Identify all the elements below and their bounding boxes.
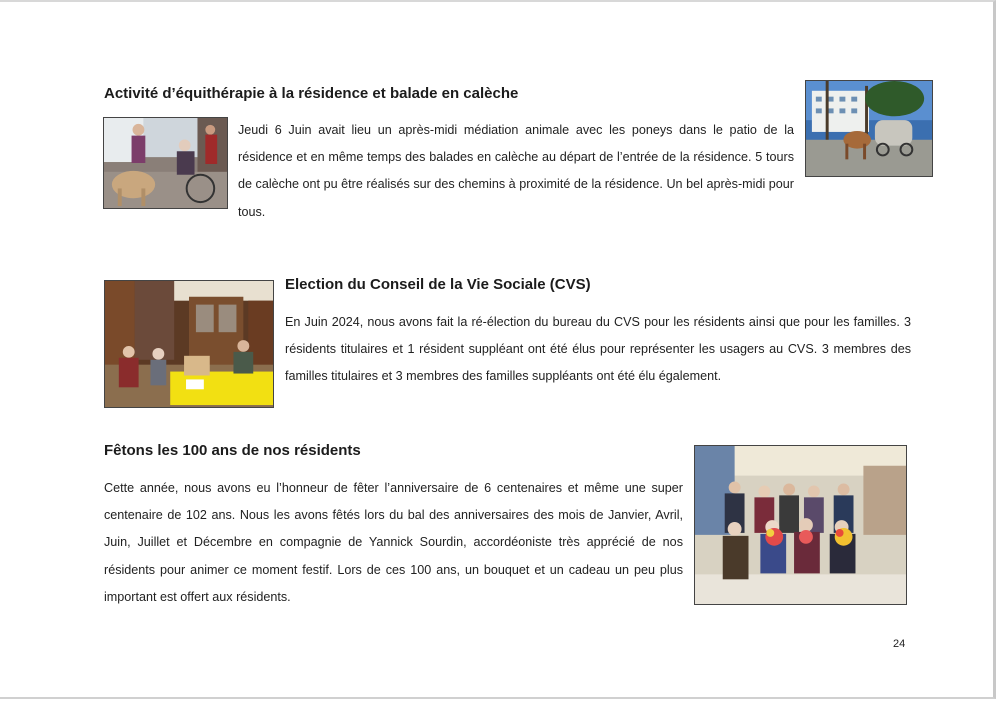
photo-cvs-election	[104, 280, 274, 408]
section-text-cvs: En Juin 2024, nous avons fait la ré-élection du bureau du CVS pour les résidents ainsi que pour les familles. 3 résidents titulaires et 1 résident suppléant ont été élus pour représenter les usagers au CVS. 3 membres des familles titulaires et 3 membres des familles suppléants ont été élu également.	[285, 315, 911, 384]
section-title-centenaires: Fêtons les 100 ans de nos résidents	[104, 442, 361, 459]
section-title-equitherapie: Activité d’équithérapie à la résidence et balade en calèche	[104, 85, 519, 102]
photo-pony-therapy	[103, 117, 228, 209]
photo-centenaires-group	[694, 445, 907, 605]
section-title-cvs: Election du Conseil de la Vie Sociale (CVS)	[285, 276, 591, 293]
section-text-centenaires: Cette année, nous avons eu l’honneur de fêter l’anniversaire de 6 centenaires et même une super centenaire de 102 ans. Nous les avons fêtés lors du bal des anniversaires des mois de Janvier, Avril, Juin, Juillet et Décembre en compagnie de Yannick Sourdin, accordéoniste très apprécié de nos résidents pour animer ce moment festif. Lors de ces 100 ans, un bouquet et un cadeau un peu plus important est offert aux résidents.	[104, 481, 683, 604]
photo-caleche	[805, 80, 933, 177]
page-number: 24	[893, 638, 906, 650]
section-text-equitherapie: Jeudi 6 Juin avait lieu un après-midi médiation animale avec les poneys dans le patio de la résidence et en même temps des balades en calèche au départ de l’entrée de la résidence. 5 tours de calèche ont pu être réalisés sur des chemins à proximité de la résidence. Un bel après-midi pour tous.	[238, 123, 794, 219]
